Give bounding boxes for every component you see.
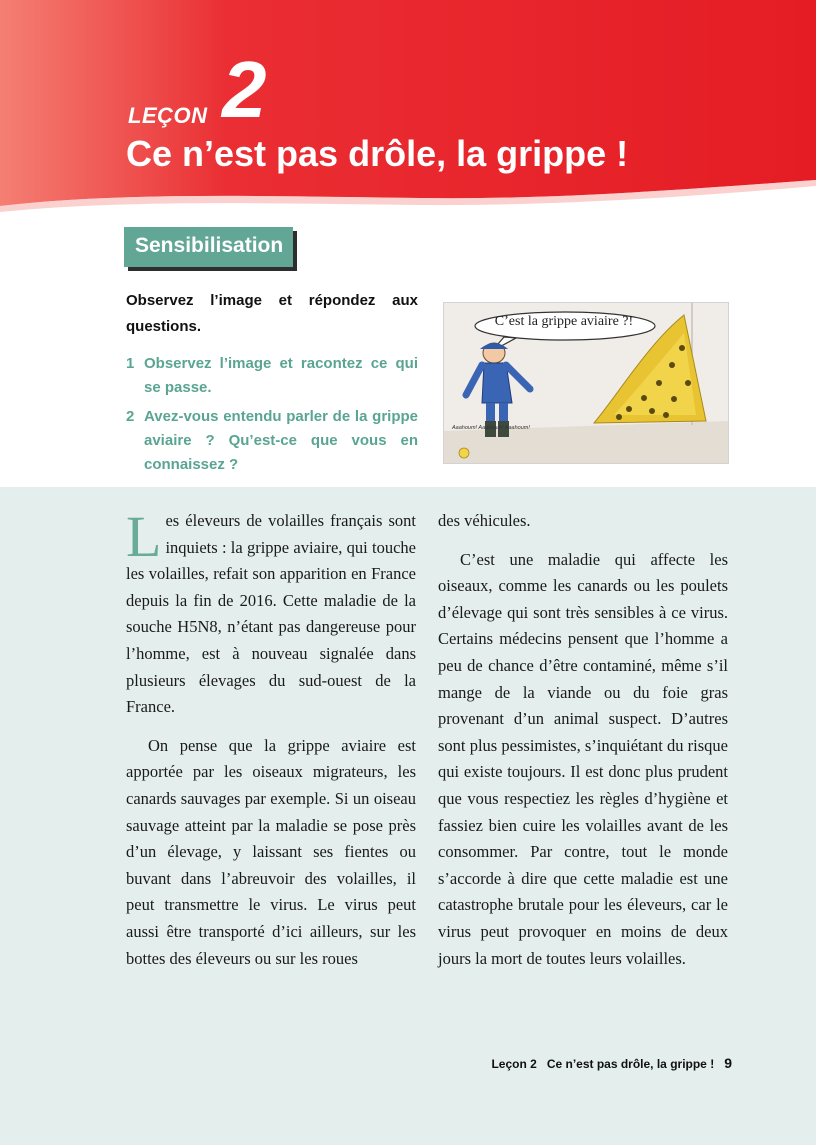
article-paragraph: On pense que la grippe aviaire est apportée par les oiseaux migrateurs, les canards sauvages par exemple. Si un oiseau sauvage atteint par la maladie se pose près d’un élevage, y laissant ses fientes ou buvant dans l’abreuvoir des volailles, il peut transmettre le virus. Le virus peut aussi être transporté d’ici ailleurs, sur les bottes des éleveurs ou sur les roues: [126, 735, 416, 968]
question-item: [126, 352, 418, 400]
chick-sign-text: Aaahoum! Aaahoum! Aaahoum!: [452, 425, 530, 431]
drop-cap: L: [126, 504, 162, 569]
question-list: [126, 352, 418, 482]
speech-bubble-text: C’est la grippe aviaire ?!: [494, 314, 634, 329]
paragraph-text: es éleveurs de volailles français sont inquiets : la grippe aviaire, qui touche les volailles, refait son apparition en France depuis la fin de 2016. Cette maladie de la souche H5N8, n’étant pas dangereuse pour l’homme, est à nouveau signalée dans plusieurs élevages du sud-ouest de la France.: [126, 511, 416, 717]
lesson-number: 2: [222, 45, 267, 134]
instruction-text: Observez l’image et répondez aux questions.: [126, 292, 418, 335]
question-number: 2: [126, 408, 135, 425]
article-column-left: [126, 504, 416, 972]
farmer-icon: [466, 343, 530, 437]
lesson-title: Ce n’est pas drôle, la grippe !: [126, 133, 629, 174]
article-column-right: [438, 508, 728, 972]
header-banner: [0, 0, 816, 215]
question-number: 1: [126, 355, 135, 372]
lesson-label: LEÇON: [128, 103, 208, 128]
question-item: [126, 405, 418, 477]
banner-shape: [0, 0, 816, 215]
page-number: 9: [724, 1055, 732, 1071]
page-footer: [491, 1055, 732, 1071]
question-text: Avez-vous entendu parler de la grippe aviaire ? Qu’est-ce que vous en connaissez ?: [144, 408, 418, 473]
section-tag: Sensibilisation: [124, 227, 293, 267]
article-paragraph: [126, 504, 416, 721]
question-text: Observez l’image et racontez ce qui se passe.: [144, 355, 418, 396]
article-paragraph: C’est une maladie qui affecte les oiseaux, comme les canards ou les poulets d’élevage qui sont très sensibles à ce virus. Certains médecins pensent que l’homme a peu de chance d’être contaminé, même s’il mange de la viande ou du foie gras provenant d’un animal suspect. D’autres sont plus pessimistes, s’inquiétant du risque qui existe toujours. Il est donc plus prudent que vous respectiez les règles d’hygiène et fassiez bien cuire les volailles avant de les consommer. Par contre, tout le monde s’accorde à dire que cette maladie est une catastrophe brutale pour les éleveurs, car le virus peut provoquer en moins de deux jours la mort de toutes leurs volailles.: [438, 549, 728, 968]
running-title: Leçon 2 Ce n’est pas drôle, la grippe !: [491, 1057, 715, 1071]
article-paragraph-continued: des véhicules.: [438, 511, 531, 530]
